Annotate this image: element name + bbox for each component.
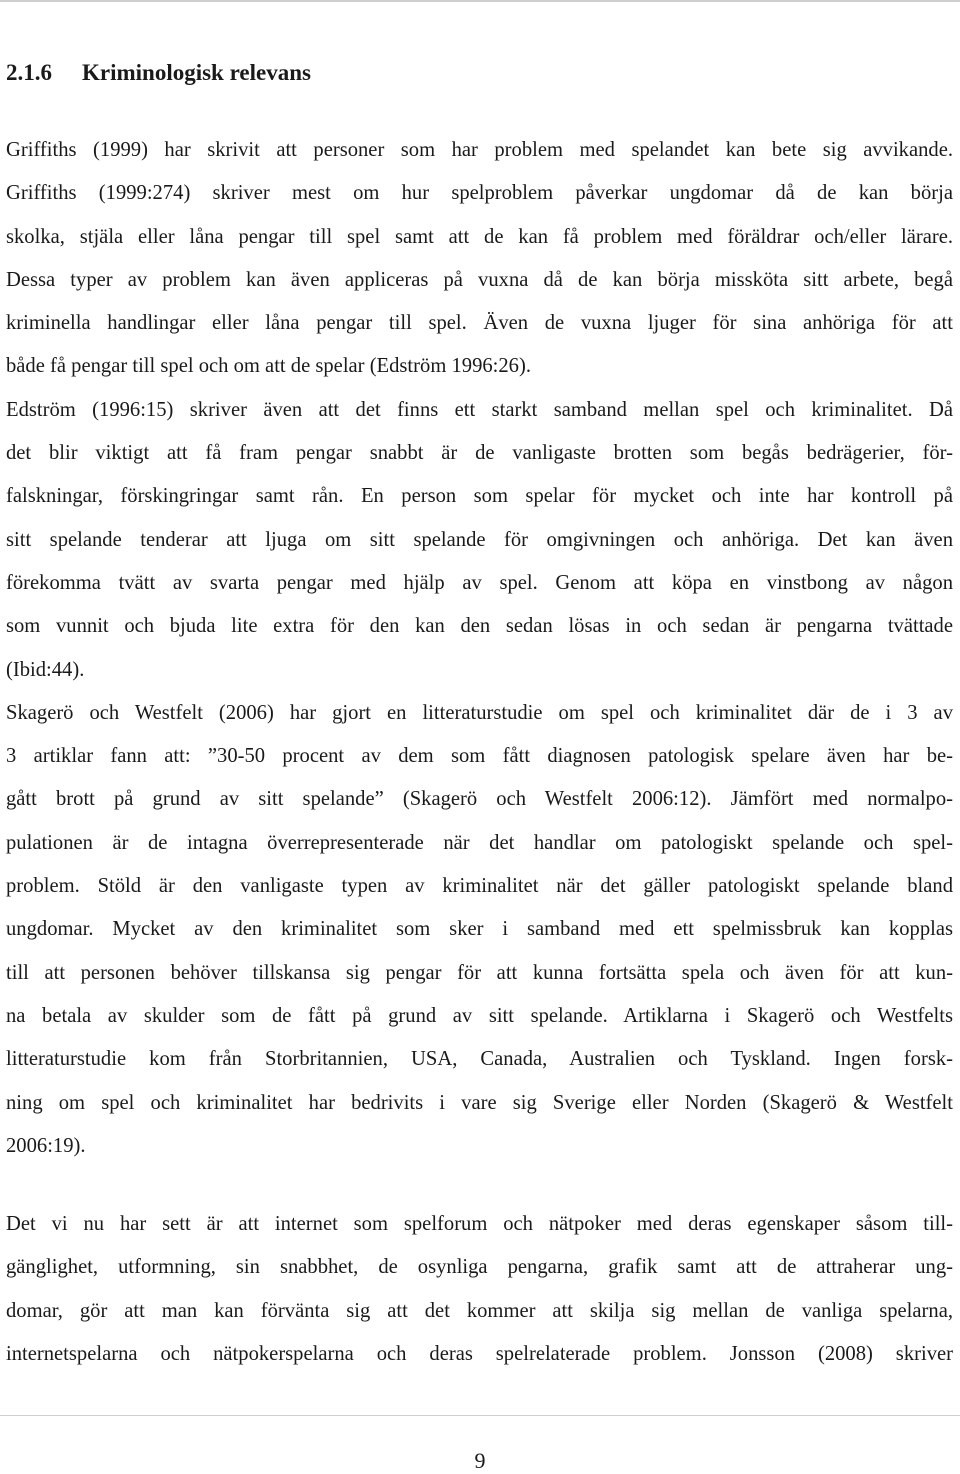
text-line: falskningar, förskingringar samt rån. En person som spelar för mycket och inte har kontroll på <box>6 485 953 508</box>
text-line: Griffiths (1999:274) skriver mest om hur spelproblem påverkar ungdomar då de kan börja <box>6 182 953 205</box>
text-line: som vunnit och bjuda lite extra för den kan den sedan lösas in och sedan är pengarna tvättade <box>6 615 953 638</box>
text-line: ungdomar. Mycket av den kriminalitet som sker i samband med ett spelmissbruk kan kopplas <box>6 918 953 941</box>
text-line: 3 artiklar fann att: ”30-50 procent av dem som fått diagnosen patologisk spelare även har be- <box>6 745 953 768</box>
text-line: gått brott på grund av sitt spelande” (Skagerö och Westfelt 2006:12). Jämfört med normalpo- <box>6 788 953 811</box>
text-line: både få pengar till spel och om att de spelar (Edström 1996:26). <box>6 355 531 378</box>
text-line: gänglighet, utformning, sin snabbhet, de osynliga pengarna, grafik samt att de attraherar ung- <box>6 1256 953 1279</box>
text-line: domar, gör att man kan förvänta sig att det kommer att skilja sig mellan de vanliga spelarna, <box>6 1299 953 1322</box>
text-line: na betala av skulder som de fått på grund av sitt spelande. Artiklarna i Skagerö och Westfelts <box>6 1004 953 1027</box>
text-line: litteraturstudie kom från Storbritannien, USA, Canada, Australien och Tyskland. Ingen forsk- <box>6 1048 953 1071</box>
top-rule <box>0 0 960 2</box>
text-line: förekomma tvätt av svarta pengar med hjälp av spel. Genom att köpa en vinstbong av någon <box>6 571 953 594</box>
text-line: problem. Stöld är den vanligaste typen av kriminalitet när det gäller patologiskt spelande bland <box>6 875 953 898</box>
text-line: Edström (1996:15) skriver även att det finns ett starkt samband mellan spel och kriminalitet. Då <box>6 398 953 421</box>
text-line: 2006:19). <box>6 1134 86 1157</box>
footer-rule <box>0 1415 960 1416</box>
text-line: ning om spel och kriminalitet har bedrivits i vare sig Sverige eller Norden (Skagerö & Westfelt <box>6 1091 953 1114</box>
text-line: det blir viktigt att få fram pengar snabbt är de vanligaste brotten som begås bedrägerier, för- <box>6 442 953 465</box>
section-number: 2.1.6 <box>6 60 52 85</box>
text-line: Griffiths (1999) har skrivit att personer som har problem med spelandet kan bete sig avvikande. <box>6 139 953 161</box>
text-line: (Ibid:44). <box>6 658 85 681</box>
text-line: Dessa typer av problem kan även appliceras på vuxna då de kan börja missköta sitt arbete, begå <box>6 268 953 291</box>
body-text-main <box>6 129 953 1168</box>
text-line: sitt spelande tenderar att ljuga om sitt spelande för omgivningen och anhöriga. Det kan även <box>6 528 953 551</box>
page-number: 9 <box>474 1448 486 1473</box>
text-line: Det vi nu har sett är att internet som spelforum och nätpoker med deras egenskaper såsom till- <box>6 1213 953 1235</box>
text-line: Skagerö och Westfelt (2006) har gjort en litteraturstudie om spel och kriminalitet där de i 3 av <box>6 701 953 724</box>
text-line: till att personen behöver tillskansa sig pengar för att kunna fortsätta spela och även för att kun- <box>6 961 953 984</box>
text-line: internetspelarna och nätpokerspelarna och deras spelrelaterade problem. Jonsson (2008) skriver <box>6 1342 953 1365</box>
text-line: kriminella handlingar eller låna pengar till spel. Även de vuxna ljuger för sina anhöriga för att <box>6 312 953 335</box>
section-title: Kriminologisk relevans <box>82 60 311 85</box>
text-line: skolka, stjäla eller låna pengar till spel samt att de kan få problem med föräldrar och/eller lärare. <box>6 225 953 248</box>
section-heading <box>6 58 311 88</box>
text-line: pulationen är de intagna överrepresenterade när det handlar om patologiskt spelande och spel- <box>6 831 953 854</box>
body-text-closing <box>6 1203 953 1376</box>
